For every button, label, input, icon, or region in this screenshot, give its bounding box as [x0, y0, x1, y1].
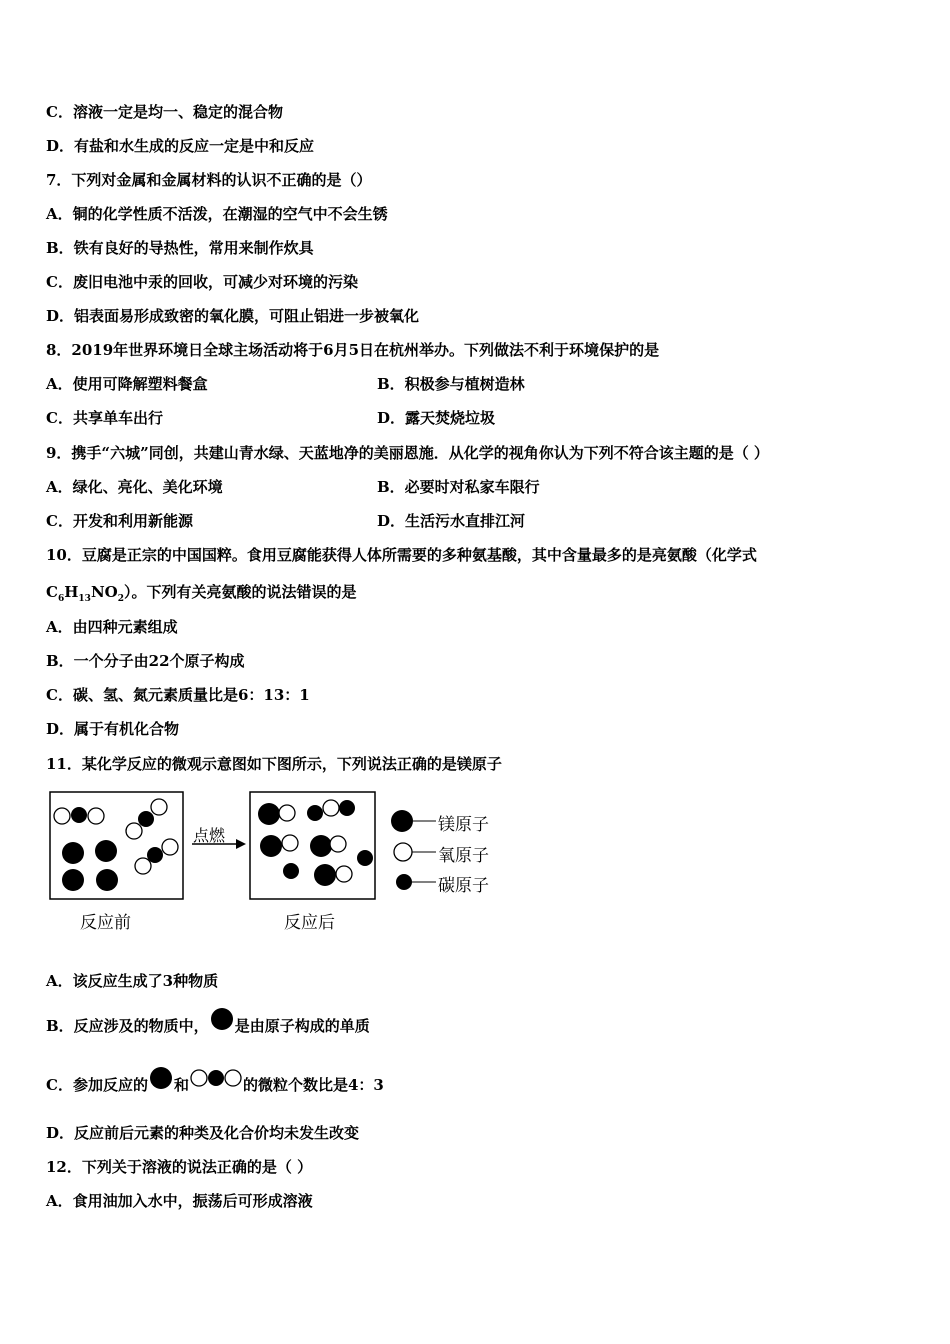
formula-sub-13: 13: [78, 594, 91, 604]
formula-no: NO: [90, 583, 118, 601]
legend-c-icon: [394, 872, 438, 892]
q9-option-a: A．绿化、亮化、美化环境: [46, 478, 223, 496]
legend-o-label: 氧原子: [438, 846, 489, 866]
q8-stem: 8．2019年世界环境日全球主场活动将于6月5日在杭州举办。下列做法不利于环境保护的是: [46, 341, 660, 359]
ignite-label: 点燃: [193, 826, 226, 845]
formula-h: H: [64, 583, 79, 601]
mg-atom-icon: [148, 1065, 174, 1091]
q11-option-b: [46, 1014, 370, 1040]
q11c-prefix: C．参加反应的: [46, 1076, 148, 1094]
q11c-suffix: 的微粒个数比是4：3: [242, 1076, 384, 1094]
q11c-and: 和: [173, 1076, 189, 1094]
after-caption: 反应后: [284, 913, 335, 933]
q10-option-c: C．碳、氢、氮元素质量比是6：13：1: [46, 686, 310, 704]
q9-stem: 9．携手“六城”同创，共建山青水绿、天蓝地净的美丽恩施．从化学的视角你认为下列不符合该主题的是（ ）: [46, 444, 769, 462]
before-caption: 反应前: [80, 913, 131, 933]
legend-c-label: 碳原子: [438, 876, 489, 896]
mg-atom-icon: [209, 1006, 235, 1032]
q10-option-d: D．属于有机化合物: [46, 720, 180, 738]
q6-option-c: C．溶液一定是均一、稳定的混合物: [46, 103, 283, 121]
legend-mg-icon: [390, 809, 438, 833]
q10-option-b: B．一个分子由22个原子构成: [46, 652, 245, 670]
q12-stem: 12．下列关于溶液的说法正确的是（ ）: [46, 1158, 313, 1176]
q11b-prefix: B．反应涉及的物质中，: [46, 1017, 209, 1035]
q10-formula-line: [46, 582, 357, 609]
q12-option-a: A．食用油加入水中，振荡后可形成溶液: [46, 1192, 313, 1210]
q10-stem: 10．豆腐是正宗的中国国粹。食用豆腐能获得人体所需要的多种氨基酸，其中含量最多的是亮氨酸（化学式: [46, 546, 757, 564]
co2-molecule-icon: [189, 1067, 243, 1089]
q11-option-a: A．该反应生成了3种物质: [46, 972, 219, 990]
q8-option-c: C．共享单车出行: [46, 409, 163, 427]
q9-option-b: B．必要时对私家车限行: [377, 478, 540, 496]
q6-option-d: D．有盐和水生成的反应一定是中和反应: [46, 137, 315, 155]
q7-option-a: A．铜的化学性质不活泼，在潮湿的空气中不会生锈: [46, 205, 388, 223]
q11-stem: 11．某化学反应的微观示意图如下图所示，下列说法正确的是镁原子: [46, 755, 502, 773]
q8-option-d: D．露天焚烧垃圾: [377, 409, 496, 427]
q7-option-b: B．铁有良好的导热性，常用来制作炊具: [46, 239, 314, 257]
q8-option-b: B．积极参与植树造林: [377, 375, 525, 393]
q11b-suffix: 是由原子构成的单质: [234, 1017, 370, 1035]
q7-option-c: C．废旧电池中汞的回收，可减少对环境的污染: [46, 273, 358, 291]
reaction-before-box: [49, 791, 185, 901]
reaction-arrow: [190, 836, 248, 852]
q10-option-a: A．由四种元素组成: [46, 618, 178, 636]
formula-sub-6: 6: [57, 594, 65, 604]
q10-stem-rest: ）。下列有关亮氨酸的说法错误的是: [123, 583, 357, 601]
reaction-after-box: [249, 791, 377, 901]
legend-o-icon: [392, 841, 438, 863]
q9-option-d: D．生活污水直排江河: [377, 512, 526, 530]
q9-option-c: C．开发和利用新能源: [46, 512, 193, 530]
q11-option-c: [46, 1073, 384, 1099]
formula-sub-2: 2: [117, 594, 124, 604]
q7-option-d: D．铝表面易形成致密的氧化膜，可阻止铝进一步被氧化: [46, 307, 420, 325]
formula-c: C: [46, 583, 58, 601]
q7-stem: 7．下列对金属和金属材料的认识不正确的是（）: [46, 171, 372, 189]
q11-option-d: D．反应前后元素的种类及化合价均未发生改变: [46, 1124, 360, 1142]
legend-mg-label: 镁原子: [438, 815, 489, 835]
q8-option-a: A．使用可降解塑料餐盒: [46, 375, 208, 393]
